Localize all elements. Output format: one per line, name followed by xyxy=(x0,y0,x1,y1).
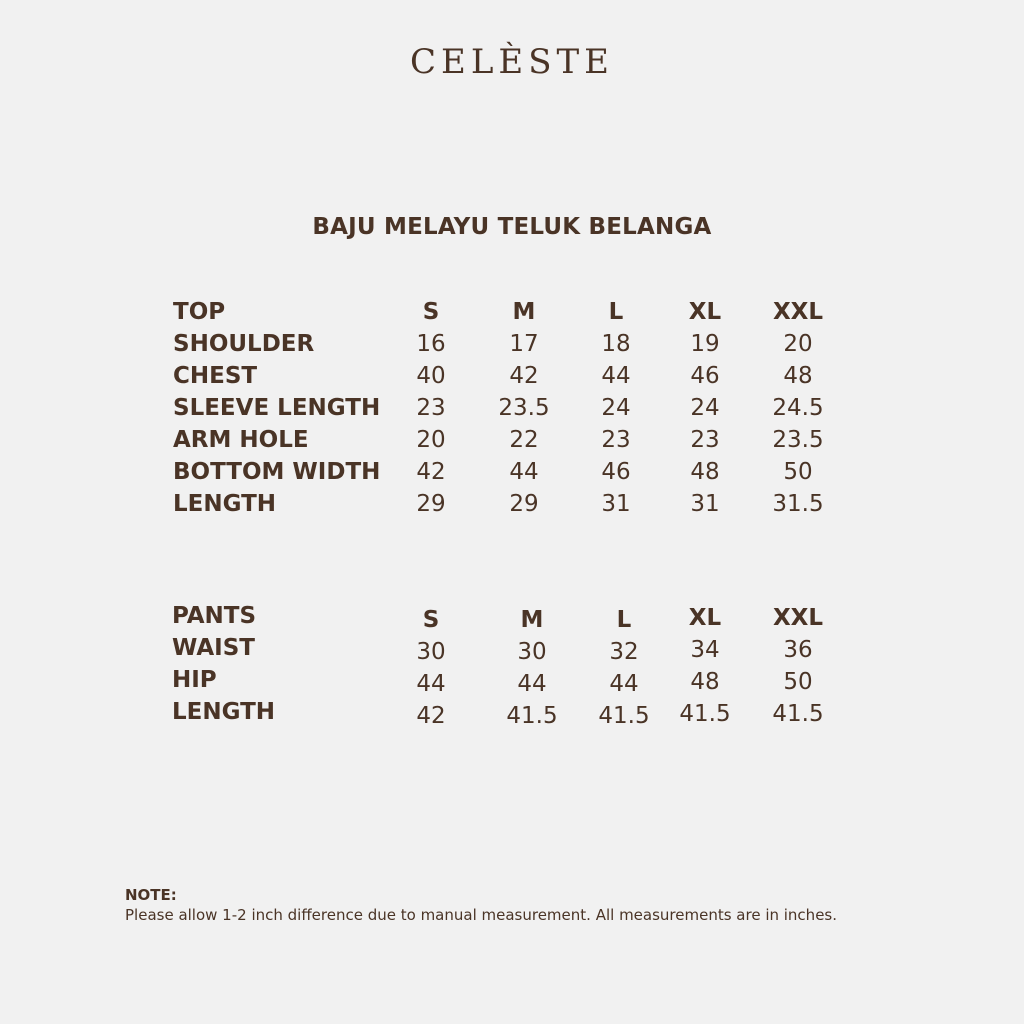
measurement-value: 42 xyxy=(416,459,446,485)
measurement-label: LENGTH xyxy=(173,491,277,517)
measurement-value: 32 xyxy=(609,639,639,665)
table-row xyxy=(0,424,1024,456)
measurement-value: 24 xyxy=(601,395,631,421)
measurement-value: 48 xyxy=(783,363,813,389)
measurement-value: 48 xyxy=(690,669,720,695)
measurement-label: WAIST xyxy=(172,635,255,661)
pants-table-title: PANTS xyxy=(172,603,257,629)
size-header-l: L xyxy=(608,299,624,325)
measurement-value: 48 xyxy=(690,459,720,485)
measurement-value: 50 xyxy=(783,459,813,485)
page-title: BAJU MELAYU TELUK BELANGA xyxy=(312,214,712,240)
measurement-value: 19 xyxy=(690,331,720,357)
size-header-m: M xyxy=(512,299,536,325)
measurement-value: 30 xyxy=(517,639,547,665)
measurement-value: 23 xyxy=(416,395,446,421)
measurement-label: CHEST xyxy=(173,363,258,389)
measurement-label: SLEEVE LENGTH xyxy=(173,395,381,421)
measurement-value: 34 xyxy=(690,637,720,663)
size-header-s: S xyxy=(422,299,440,325)
measurement-value: 17 xyxy=(509,331,539,357)
table-row xyxy=(0,360,1024,392)
measurement-value: 42 xyxy=(416,703,446,729)
measurement-value: 46 xyxy=(601,459,631,485)
table-row xyxy=(0,632,1024,664)
measurement-value: 22 xyxy=(509,427,539,453)
size-header-xl: XL xyxy=(688,605,722,631)
measurement-label: SHOULDER xyxy=(173,331,315,357)
measurement-value: 41.5 xyxy=(506,703,558,729)
table-row xyxy=(0,456,1024,488)
measurement-value: 44 xyxy=(601,363,631,389)
note-label: NOTE: xyxy=(125,886,177,904)
measurement-label: BOTTOM WIDTH xyxy=(173,459,381,485)
measurement-value: 31 xyxy=(690,491,720,517)
measurement-value: 30 xyxy=(416,639,446,665)
table-row xyxy=(0,664,1024,696)
measurement-value: 23 xyxy=(690,427,720,453)
measurement-value: 31 xyxy=(601,491,631,517)
top-table-title: TOP xyxy=(173,299,226,325)
measurement-value: 20 xyxy=(783,331,813,357)
measurement-value: 41.5 xyxy=(772,701,824,727)
brand-logo: CELÈSTE xyxy=(409,42,615,82)
measurement-value: 40 xyxy=(416,363,446,389)
table-row xyxy=(0,392,1024,424)
measurement-label: HIP xyxy=(172,667,217,693)
size-header-xxl: XXL xyxy=(772,299,824,325)
size-header-l: L xyxy=(616,607,632,633)
measurement-value: 29 xyxy=(416,491,446,517)
measurement-value: 44 xyxy=(509,459,539,485)
measurement-value: 24 xyxy=(690,395,720,421)
measurement-value: 24.5 xyxy=(772,395,824,421)
measurement-label: LENGTH xyxy=(172,699,276,725)
measurement-value: 20 xyxy=(416,427,446,453)
measurement-value: 23 xyxy=(601,427,631,453)
measurement-value: 29 xyxy=(509,491,539,517)
note-text: Please allow 1-2 inch difference due to manual measurement. All measurements are in inches. xyxy=(125,906,838,924)
table-row xyxy=(0,696,1024,728)
measurement-value: 23.5 xyxy=(772,427,824,453)
measurement-value: 23.5 xyxy=(498,395,550,421)
measurement-value: 42 xyxy=(509,363,539,389)
size-header-s: S xyxy=(422,607,440,633)
measurement-value: 16 xyxy=(416,331,446,357)
measurement-value: 44 xyxy=(609,671,639,697)
measurement-value: 18 xyxy=(601,331,631,357)
size-header-xxl: XXL xyxy=(772,605,824,631)
measurement-label: ARM HOLE xyxy=(173,427,309,453)
size-header-m: M xyxy=(520,607,544,633)
measurement-value: 41.5 xyxy=(679,701,731,727)
measurement-value: 44 xyxy=(517,671,547,697)
pants-table-header xyxy=(0,600,1024,632)
measurement-value: 36 xyxy=(783,637,813,663)
table-row xyxy=(0,488,1024,520)
measurement-value: 44 xyxy=(416,671,446,697)
top-table-header xyxy=(0,296,1024,328)
measurement-value: 31.5 xyxy=(772,491,824,517)
measurement-value: 46 xyxy=(690,363,720,389)
table-row xyxy=(0,328,1024,360)
measurement-value: 41.5 xyxy=(598,703,650,729)
size-header-xl: XL xyxy=(688,299,722,325)
measurement-value: 50 xyxy=(783,669,813,695)
